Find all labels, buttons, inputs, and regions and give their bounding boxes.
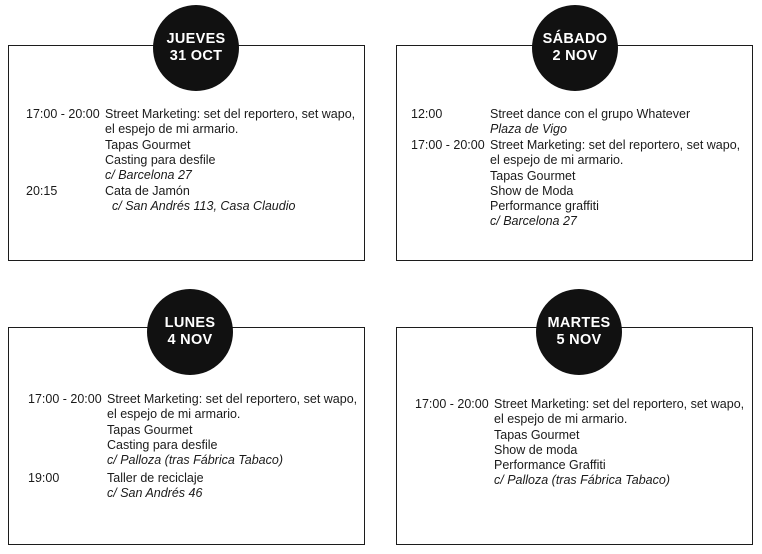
event-time: 17:00 - 20:00 [415,397,489,411]
event-time: 17:00 - 20:00 [26,107,100,121]
day-name: LUNES [164,315,216,331]
event-location: c/ Barcelona 27 [105,168,192,183]
event-line: Casting para desfile [107,437,218,452]
event-line: Performance graffiti [490,199,599,214]
event-line: Tapas Gourmet [490,168,576,183]
event-time: 20:15 [26,184,58,198]
event-location: c/ Barcelona 27 [490,214,577,229]
day-date: 5 NOV [556,332,602,348]
event-line: Tapas Gourmet [105,137,191,152]
event-time: 19:00 [28,471,60,485]
day-name: SÁBADO [542,31,608,47]
event-location: c/ Palloza (tras Fábrica Tabaco) [494,473,671,488]
event-line: Casting para desfile [105,152,216,167]
event-line: Cata de Jamón [105,184,190,198]
event-line: Street Marketing: set del reportero, set wapo, [494,397,745,411]
event-location: c/ San Andrés 113, Casa Claudio [112,199,296,214]
event-line: Street Marketing: set del reportero, set wapo, [107,392,358,406]
event-line: Tapas Gourmet [107,422,193,437]
event-location: c/ Palloza (tras Fábrica Tabaco) [107,453,284,468]
event-line: el espejo de mi armario. [494,412,628,427]
event-line: el espejo de mi armario. [490,153,624,168]
event-time: 17:00 - 20:00 [411,138,485,152]
event-line: Street Marketing: set del reportero, set wapo, [490,138,741,152]
event-line: Street dance con el grupo Whatever [490,107,691,121]
event-location: Plaza de Vigo [490,122,567,137]
day-date: 31 OCT [169,48,223,64]
event-line: Tapas Gourmet [494,427,580,442]
day-badge-martes [536,289,622,375]
event-time: 17:00 - 20:00 [28,392,102,406]
event-line: Performance Graffiti [494,458,606,473]
day-badge-jueves [153,5,239,91]
event-line: el espejo de mi armario. [107,407,241,422]
event-line: Taller de reciclaje [107,471,204,485]
event-line: Street Marketing: set del reportero, set wapo, [105,107,356,121]
event-time: 12:00 [411,107,443,121]
day-name: MARTES [547,315,611,331]
event-line: Show de moda [494,442,578,457]
day-badge-sabado [532,5,618,91]
day-date: 2 NOV [552,48,598,64]
day-name: JUEVES [166,31,226,47]
day-date: 4 NOV [167,332,213,348]
event-line: Show de Moda [490,183,574,198]
event-location: c/ San Andrés 46 [107,486,203,501]
event-line: el espejo de mi armario. [105,122,239,137]
day-badge-lunes [147,289,233,375]
